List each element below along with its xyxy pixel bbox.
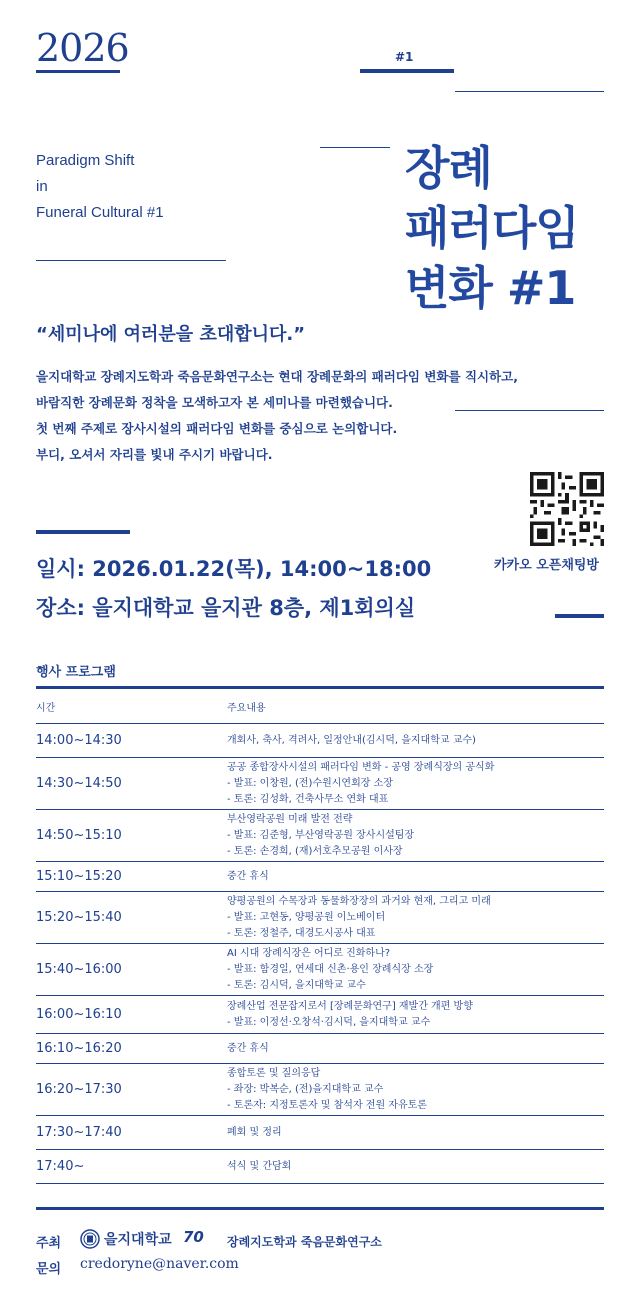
event-year: 2026 — [36, 26, 129, 70]
anniversary-logo: 70 — [183, 1228, 204, 1246]
program-content-line: 중간 휴식 — [227, 1042, 269, 1054]
program-title: 행사 프로그램 — [36, 665, 116, 680]
program-content-line: - 발표: 함경일, 연세대 신촌·용인 장례식장 소장 — [227, 963, 434, 975]
program-time: 14:00~14:30 — [36, 724, 227, 758]
program-time: 17:40~ — [36, 1150, 227, 1184]
time-column-header: 시간 — [36, 688, 227, 724]
program-content-line: 개회사, 축사, 격려사, 일정안내(김시덕, 을지대학교 교수) — [227, 734, 476, 746]
invitation-line: 바람직한 장례문화 정착을 모색하고자 본 세미나를 마련했습니다. — [36, 395, 393, 410]
program-row — [36, 758, 604, 810]
program-content — [227, 996, 604, 1034]
program-content — [227, 1116, 604, 1150]
contact-email[interactable]: credoryne@naver.com — [80, 1256, 239, 1272]
institute-name: 장례지도학과 죽음문화연구소 — [227, 1235, 382, 1249]
invitation-quote: “세미나에 여러분을 초대합니다.” — [36, 324, 306, 345]
program-row — [36, 1150, 604, 1184]
content-column-header: 주요내용 — [227, 688, 604, 724]
qr-accent-bar — [555, 614, 604, 618]
invitation-line: 첫 번째 주제로 장사시설의 패러다임 변화를 중심으로 논의합니다. — [36, 421, 398, 436]
program-content — [227, 892, 604, 944]
program-time: 17:30~17:40 — [36, 1116, 227, 1150]
program-content-line: 중간 휴식 — [227, 870, 269, 882]
program-content-line: - 토론: 정철주, 대경도시공사 대표 — [227, 927, 376, 939]
program-content — [227, 1150, 604, 1184]
program-content — [227, 944, 604, 996]
university-emblem-icon — [80, 1229, 100, 1249]
program-row — [36, 944, 604, 996]
english-title-line: in — [36, 178, 48, 195]
kakao-openchat-label: 카카오 오픈채팅방 — [494, 558, 599, 573]
program-content-line: - 발표: 고현동, 양평공원 이노베이터 — [227, 911, 386, 923]
korean-title-line: 패러다임 — [405, 201, 579, 255]
program-time: 15:40~16:00 — [36, 944, 227, 996]
university-name: 을지대학교 — [104, 1232, 172, 1248]
program-row — [36, 1064, 604, 1116]
program-content-line: 폐회 및 정리 — [227, 1126, 282, 1138]
english-title-rule — [36, 260, 226, 261]
title-rule — [320, 147, 390, 148]
program-row — [36, 1116, 604, 1150]
program-row — [36, 810, 604, 862]
program-content-line: - 발표: 이창원, (전)수원시연회장 소장 — [227, 777, 393, 789]
program-content-line: 석식 및 간담회 — [227, 1160, 292, 1172]
program-content-line: AI 시대 장례식장은 어디로 진화하나? — [227, 947, 391, 959]
program-time: 16:10~16:20 — [36, 1034, 227, 1064]
program-content-line: - 좌장: 박복순, (전)을지대학교 교수 — [227, 1083, 384, 1095]
program-row — [36, 1034, 604, 1064]
program-content — [227, 810, 604, 862]
header-rule — [455, 91, 604, 92]
contact-label: 문의 — [36, 1262, 62, 1277]
program-content-line: 양평공원의 수목장과 동물화장장의 과거와 현재, 그리고 미래 — [227, 895, 491, 907]
program-content — [227, 724, 604, 758]
program-time: 16:00~16:10 — [36, 996, 227, 1034]
issue-underline — [360, 69, 454, 73]
korean-title-line: 변화 #1 — [405, 261, 576, 315]
program-row — [36, 892, 604, 944]
english-title-line: Funeral Cultural #1 — [36, 204, 164, 221]
invitation-line: 을지대학교 장례지도학과 죽음문화연구소는 현대 장례문화의 패러다임 변화를 직시하고, — [36, 369, 518, 384]
program-content-line: 장례산업 전문잡지로서 [장례문화연구] 재발간 개편 방향 — [227, 1000, 473, 1012]
program-content-line: 공공 종합장사시설의 패러다임 변화 - 공영 장례식장의 공식화 — [227, 761, 495, 773]
program-content — [227, 1034, 604, 1064]
host-label: 주최 — [36, 1236, 62, 1251]
invitation-paragraph — [36, 364, 518, 468]
program-header-row — [36, 688, 604, 724]
program-row — [36, 724, 604, 758]
program-content — [227, 862, 604, 892]
program-content-line: - 발표: 이정선·오창석·김시덕, 을지대학교 교수 — [227, 1016, 431, 1028]
university-logo — [80, 1229, 172, 1249]
korean-title-line: 장례 — [405, 141, 492, 195]
program-table — [36, 686, 604, 1184]
program-time: 14:30~14:50 — [36, 758, 227, 810]
program-content-line: - 토론: 김시덕, 을지대학교 교수 — [227, 979, 366, 991]
program-time: 14:50~15:10 — [36, 810, 227, 862]
program-content-line: 부산영락공원 미래 발전 전략 — [227, 813, 353, 825]
korean-title — [405, 138, 579, 318]
english-title — [36, 148, 164, 226]
program-content — [227, 1064, 604, 1116]
program-row — [36, 996, 604, 1034]
program-content-line: - 토론: 김성화, 건축사무소 연화 대표 — [227, 793, 389, 805]
program-content-line: 종합토론 및 질의응답 — [227, 1067, 321, 1079]
event-datetime: 일시: 2026.01.22(목), 14:00~18:00 — [36, 557, 432, 581]
program-content-line: - 발표: 김준형, 부산영락공원 장사시설팀장 — [227, 829, 415, 841]
program-time: 15:20~15:40 — [36, 892, 227, 944]
program-content — [227, 758, 604, 810]
program-row — [36, 862, 604, 892]
invitation-line: 부디, 오셔서 자리를 빛내 주시기 바랍니다. — [36, 447, 273, 462]
program-time: 15:10~15:20 — [36, 862, 227, 892]
program-content-line: - 토론: 손경희, (재)서호추모공원 이사장 — [227, 845, 403, 857]
program-content-line: - 토론자: 지정토론자 및 참석자 전원 자유토론 — [227, 1099, 427, 1111]
qr-code-icon[interactable] — [530, 472, 604, 546]
event-accent-bar — [36, 530, 130, 534]
program-time: 16:20~17:30 — [36, 1064, 227, 1116]
event-location: 장소: 을지대학교 을지관 8층, 제1회의실 — [36, 596, 416, 620]
issue-number: #1 — [395, 50, 414, 64]
footer-rule — [36, 1207, 604, 1210]
program-body — [36, 724, 604, 1184]
english-title-line: Paradigm Shift — [36, 152, 135, 169]
